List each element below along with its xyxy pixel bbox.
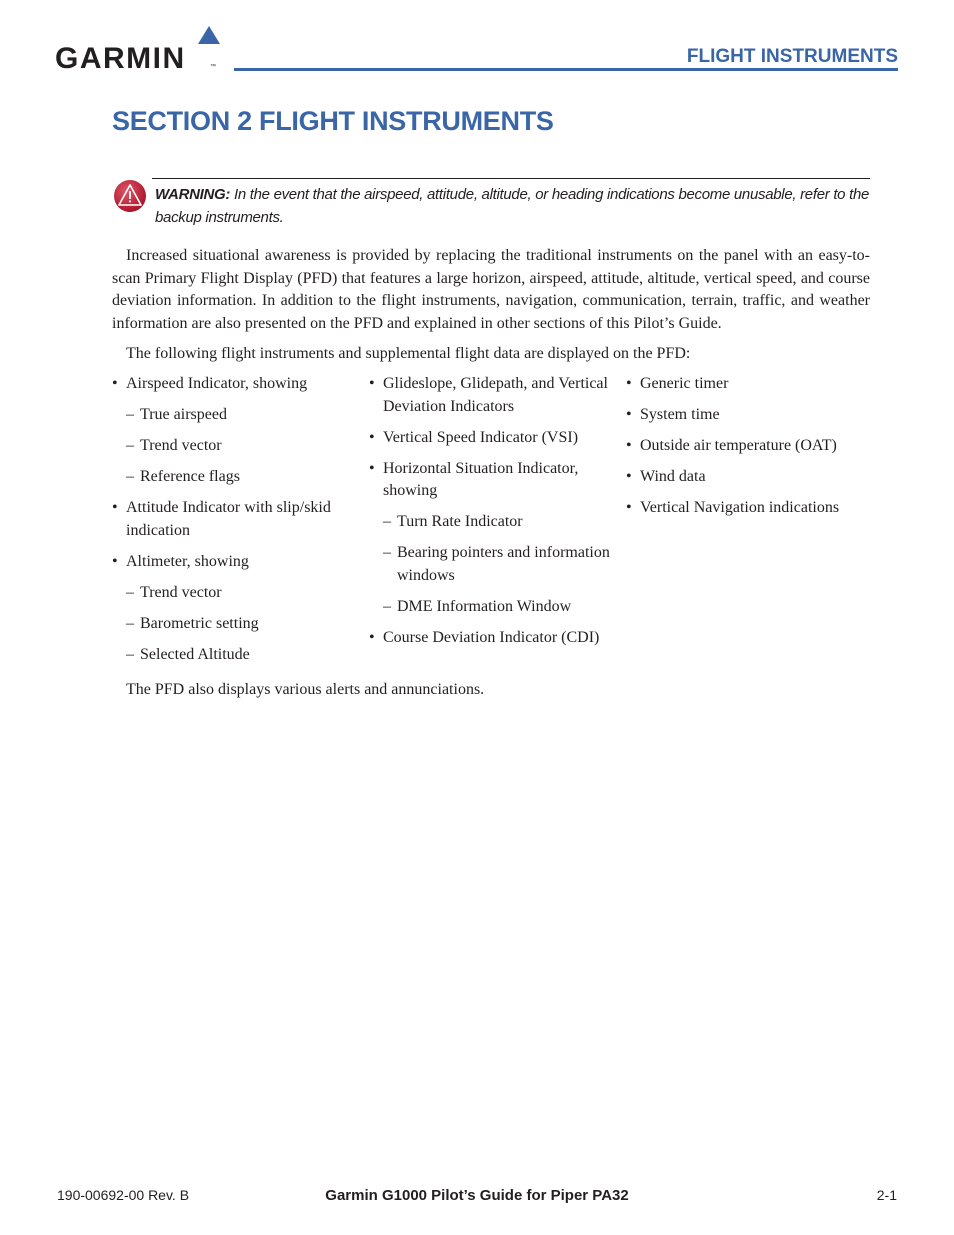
footer-page-number: 2-1 [876,1187,897,1203]
dash: – [126,614,134,632]
list-subitem [112,644,357,667]
bullet: • [626,499,632,516]
list-item-text: System time [640,406,720,423]
dash: – [383,544,391,561]
list-subitem [369,511,619,534]
closing-paragraph: The PFD also displays various alerts and annunciations. [126,681,485,698]
bullet: • [369,428,375,446]
instrument-list-col3 [626,373,886,528]
garmin-logo [55,26,220,76]
list-item [369,627,619,650]
list-item [626,404,886,427]
warning-body: In the event that the airspeed, attitude, altitude, or heading indications become unusable, refer to the backup instruments. [155,186,870,226]
warning-text [155,183,873,229]
list-item [369,458,619,503]
list-subitem-text: Turn Rate Indicator [397,513,523,530]
instrument-list-col1 [112,373,357,675]
list-intro-paragraph: The following flight instruments and supplemental flight data are displayed on the PFD: [126,345,691,362]
list-item [112,497,357,542]
list-item-text: Course Deviation Indicator (CDI) [383,628,600,646]
header-section-label: FLIGHT INSTRUMENTS [686,46,898,67]
list-subitem [112,582,357,605]
list-subitem-text: Reference flags [140,468,240,485]
list-item [369,427,619,450]
list-item [626,497,886,520]
list-item [626,435,886,458]
list-subitem-text: Selected Altitude [140,645,250,663]
dash: – [126,468,134,485]
logo-wordmark: GARMIN [55,42,186,75]
dash: – [126,437,134,454]
dash: – [126,406,134,423]
warning-label: WARNING: [155,186,231,203]
bullet: • [112,499,118,516]
bullet: • [112,375,118,392]
dash: – [383,597,391,615]
list-subitem [369,542,619,587]
list-subitem [112,435,357,458]
dash: – [126,645,134,663]
list-subitem [369,596,619,619]
list-item-text: Vertical Speed Indicator (VSI) [383,428,579,446]
list-subitem-text: Trend vector [140,583,222,601]
list-item [369,373,619,418]
list-item-text: Outside air temperature (OAT) [640,437,837,454]
list-item [112,373,357,396]
warning-rule-top [152,178,870,179]
instrument-list-col2 [369,373,619,658]
list-subitem [112,613,357,636]
list-item-text: Generic timer [640,375,729,392]
list-subitem-text: Bearing pointers and information windows [397,544,610,584]
list-item [626,466,886,489]
list-item-text: Glideslope, Glidepath, and Vertical Deviation Indicators [383,375,608,415]
bullet: • [626,406,632,423]
list-item [112,551,357,574]
logo-trademark: ™ [210,64,216,70]
list-subitem [112,466,357,489]
bullet: • [369,628,375,646]
bullet: • [626,375,632,392]
list-item-text: Horizontal Situation Indicator, showing [383,459,579,499]
bullet: • [369,459,375,477]
dash: – [126,583,134,601]
list-subitem-text: Barometric setting [140,614,259,632]
footer-doc-number: 190-00692-00 Rev. B [57,1187,190,1203]
bullet: • [626,468,632,485]
list-item-text: Attitude Indicator with slip/skid indication [126,499,331,539]
list-subitem-text: Trend vector [140,437,222,454]
footer-guide-title: Garmin G1000 Pilot’s Guide for Piper PA32 [325,1187,629,1204]
warning-triangle-icon [113,179,147,213]
intro-paragraph: Increased situational awareness is provided by replacing the traditional instruments on the panel with an easy-to-scan Primary Flight Display (PFD) that features a large horizon, airspeed, attitude, altitude, vertical speed, and course deviation information. In addition to the flight instruments, navigation, communication, terrain, traffic, and weather information are also presented on the PFD and explained in other sections of this Pilot’s Guide. [112,247,870,332]
bullet: • [369,375,375,392]
bullet: • [112,552,118,570]
dash: – [383,513,391,530]
list-subitem [112,404,357,427]
list-item-text: Altimeter, showing [126,552,249,570]
bullet: • [626,437,632,454]
logo-triangle-icon [198,26,220,44]
header-rule [234,68,898,71]
list-subitem-text: True airspeed [140,406,227,423]
list-item-text: Vertical Navigation indications [640,499,840,516]
list-item-text: Airspeed Indicator, showing [126,375,308,392]
list-item [626,373,886,396]
page-title: SECTION 2 FLIGHT INSTRUMENTS [112,106,554,136]
list-item-text: Wind data [640,468,706,485]
list-subitem-text: DME Information Window [397,597,572,615]
